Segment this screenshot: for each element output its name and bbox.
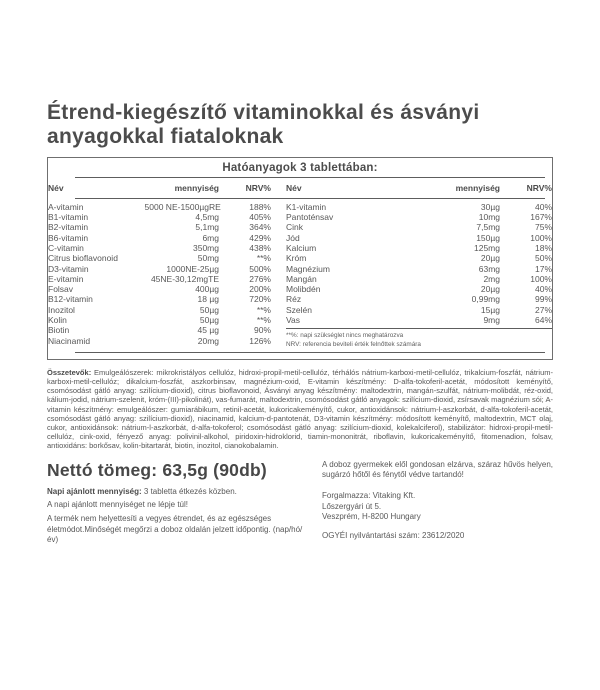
nutrient-nrv: 40% (534, 284, 552, 295)
nutrient-nrv: 364% (249, 222, 271, 233)
nutrient-name: Folsav (48, 284, 74, 295)
table-row (48, 336, 271, 346)
table-body (48, 199, 552, 349)
table-row (286, 233, 552, 243)
nutrient-nrv: 18% (534, 242, 552, 253)
title-line-2: anyagokkal fiataloknak (47, 124, 284, 148)
nutrient-name: B1-vitamin (48, 212, 89, 223)
nutrient-amount: 15µg (480, 304, 500, 315)
ingredients-label: Összetevők: (47, 367, 92, 377)
column-header-name: Név (286, 183, 302, 194)
dose-warning: A napi ajánlott mennyiséget ne lépje túl! (47, 500, 188, 510)
daily-dose-text: 3 tabletta étkezés közben. (141, 486, 237, 496)
nutrient-amount: 1000NE-25µg (166, 263, 219, 274)
nutrient-nrv: **% (256, 315, 271, 325)
nutrient-amount: 20mg (197, 335, 219, 346)
nutrient-name: Biotin (48, 325, 70, 336)
bottom-column-gap (309, 460, 322, 546)
nutrient-amount: 150µg (476, 232, 500, 243)
diet-note: A termék nem helyettesíti a vegyes étrendet, és az egészséges életmódot.Minőségét megőrzi a doboz oldalán jelzett időpontig. (nap/hó/év) (47, 514, 303, 545)
nutrient-amount: 350mg (193, 242, 219, 253)
nutrient-name: K1-vitamin (286, 201, 327, 212)
nutrient-nrv: 500% (249, 263, 271, 274)
nutrient-name: Inozitol (48, 304, 75, 315)
column-header-amount: mennyiség (455, 183, 500, 194)
column-header-name: Név (48, 183, 64, 194)
table-row (286, 243, 552, 253)
nutrient-amount: 63mg (478, 263, 500, 274)
footnote-daily-need: **%: napi szükséglet nincs meghatározva (286, 332, 404, 340)
nutrient-nrv: 75% (534, 222, 552, 233)
table-footnotes (286, 328, 552, 348)
nutrient-nrv: 64% (534, 315, 552, 325)
nutrient-nrv: 167% (530, 212, 552, 223)
table-row (48, 253, 271, 263)
table-row (286, 212, 552, 222)
nutrient-amount: 400µg (195, 284, 219, 295)
table-row (48, 325, 271, 335)
left-column-rows (48, 202, 271, 349)
nutrient-name: Molibdén (286, 284, 321, 295)
table-row (286, 202, 552, 212)
bottom-left-column (47, 460, 309, 546)
table-row (48, 294, 271, 304)
left-header (48, 183, 271, 193)
nutrient-name: Jód (286, 232, 300, 243)
right-header (286, 183, 552, 193)
distributor-name: Forgalmazza: Vitaking Kft. (322, 491, 416, 501)
column-header-amount: mennyiség (174, 183, 219, 194)
distributor-street: Lőszergyári út 5. (322, 501, 382, 511)
storage-instructions: A doboz gyermekek elől gondosan elzárva, száraz hűvös helyen, sugárzó hőtől és fénytől védve tartandó! (322, 459, 553, 480)
nutrient-name: B12-vitamin (48, 294, 93, 305)
nutrient-name: Kolin (48, 315, 67, 325)
footnote-nrv: NRV: referencia beviteli érték felnőttek számára (286, 340, 421, 348)
bottom-section (47, 460, 553, 546)
nutrient-amount: 5000 NE-1500µgRE (144, 201, 221, 212)
table-row (286, 274, 552, 284)
table-title: Hatóanyagok 3 tablettában: (222, 162, 378, 175)
table-row (48, 284, 271, 294)
nutrient-name: A-vitamin (48, 201, 84, 212)
net-weight-heading: Nettó tömeg: 63,5g (90db) (47, 459, 267, 480)
title-line-1: Étrend-kiegészítő vitaminokkal és ásványi (47, 101, 480, 124)
right-column (286, 202, 552, 349)
table-row (286, 284, 552, 294)
registration-number: OGYÉI nyilvántartási szám: 23612/2020 (322, 530, 465, 540)
column-header-nrv: NRV% (526, 183, 552, 194)
table-row (48, 274, 271, 284)
table-row (48, 243, 271, 253)
nutrient-name: Citrus bioflavonoid (48, 253, 118, 264)
nutrient-amount: 6mg (202, 232, 219, 243)
table-row (286, 222, 552, 232)
distributor-block (322, 491, 553, 522)
table-row (286, 264, 552, 274)
table-row (286, 315, 552, 325)
nutrient-amount: 45 µg (197, 325, 219, 336)
column-header-nrv: NRV% (245, 183, 271, 194)
distributor-city: Veszprém, H-8200 Hungary (322, 512, 421, 522)
table-row (48, 212, 271, 222)
nutrient-amount: 4,5mg (195, 212, 219, 223)
nutrient-nrv: 90% (253, 325, 271, 336)
divider (75, 352, 545, 359)
nutrient-amount: 45NE-30,12mgTE (150, 273, 219, 284)
right-column-rows (286, 202, 552, 326)
nutrient-nrv: 40% (534, 201, 552, 212)
ingredients-paragraph (47, 368, 553, 451)
ingredients-text: Emulgeálószerek: mikrokristályos cellulóz, hidroxi-propil-metil-cellulóz, térhálós nátrium-karboxi-metil-cellulóz, trikalcium-foszfát, nátrium-karboxi-metil-cellulóz; dikalcium-foszfát, aszkorbinsav, magnézium-oxid, E-vitamin készítmény: D-alfa-tokoferil-acetát, módosított keményítő, csomósodást gátló anyag: szilícium-dioxid), citrus bioflavonoid, Ásványi anyag készítmény: maltodextrin, mangán-szulfát, nátrium-molibdát, réz-oxid, kálium-jodid, nátrium-szelenit, króm-(III)-pikolinát), vas-fumarát, maltodextrin, csomósodást gátló anyagok: szilícium-dioxid, zsírsavak magnézium sói; A-vitamin készítmény: emulgeálószer: gumiarábikum, retinil-acetát, kukoricakeményítő, cukor, antioxidánsok: nátrium-l-aszkorbát, d-alfa-tokoferil-acetát, csomósodást gátló anyag: szilícium-dioxid), niacinamid, kalcium-d-pantotenát, D3-vitamin készítmény: módosított keményítő, maltodextrin, MCT olaj, cukor, antioxidánsok: nátrium-l-aszkorbát, d-alfa-tokoferol; csomósodást gátló anyag: szilícium-dioxid, kolekalciferol), stabilizátor: hidroxi-propil-metil-cellulóz, cink-oxid, fényező anyag: polivinil-alkohol, piridoxin-hidroklorid, tiamin-mononitrát, riboflavin, kukoricakeményítő, fitomenadion, folsav, antioxidáns: borkősav, kolin-bitartarát, biotin, inozitol, cianokobalamin. (47, 367, 553, 451)
nutrient-name: Niacinamid (48, 335, 91, 346)
nutrient-amount: 18 µg (197, 294, 219, 305)
nutrient-nrv: 27% (534, 304, 552, 315)
nutrient-name: Vas (286, 315, 301, 325)
nutrient-name: Króm (286, 253, 307, 264)
nutrient-amount: 0,99mg (471, 294, 500, 305)
column-gap (271, 183, 286, 193)
nutrient-name: Pantoténsav (286, 212, 334, 223)
table-row (286, 294, 552, 304)
table-row (48, 264, 271, 274)
nutrient-nrv: 276% (249, 273, 271, 284)
nutrient-amount: 10mg (478, 212, 500, 223)
nutrient-amount: 20µg (480, 284, 500, 295)
nutrient-name: E-vitamin (48, 273, 84, 284)
table-row (48, 233, 271, 243)
table-column-headers (48, 178, 552, 197)
nutrient-amount: 125mg (474, 242, 500, 253)
nutrient-amount: 30µg (480, 201, 500, 212)
nutrient-name: C-vitamin (48, 242, 84, 253)
nutrient-name: Kalcium (286, 242, 317, 253)
nutrient-name: Réz (286, 294, 302, 305)
nutrient-amount: 50µg (199, 304, 219, 315)
bottom-right-column (322, 460, 553, 546)
nutrient-amount: 7,5mg (476, 222, 500, 233)
table-row (48, 222, 271, 232)
nutrient-nrv: 438% (249, 242, 271, 253)
nutrient-amount: 50µg (199, 315, 219, 325)
active-ingredients-table (47, 157, 553, 359)
nutrient-nrv: 17% (534, 263, 552, 274)
nutrient-nrv: **% (256, 253, 271, 264)
nutrient-name: B6-vitamin (48, 232, 89, 243)
nutrient-nrv: 429% (249, 232, 271, 243)
daily-dose-line (47, 487, 309, 497)
nutrient-amount: 9mg (483, 315, 500, 325)
table-row (48, 202, 271, 212)
nutrient-name: Cink (286, 222, 304, 233)
nutrient-name: Szelén (286, 304, 312, 315)
nutrient-name: Mangán (286, 273, 317, 284)
table-row (286, 305, 552, 315)
nutrient-nrv: 200% (249, 284, 271, 295)
nutrient-nrv: 50% (534, 253, 552, 264)
nutrient-amount: 5,1mg (195, 222, 219, 233)
nutrient-amount: 2mg (483, 273, 500, 284)
nutrient-nrv: 405% (249, 212, 271, 223)
nutrient-name: B2-vitamin (48, 222, 89, 233)
column-gap (271, 202, 286, 349)
nutrient-nrv: **% (256, 304, 271, 315)
nutrient-nrv: 126% (249, 335, 271, 346)
table-row (48, 315, 271, 325)
table-row (48, 305, 271, 315)
daily-dose-label: Napi ajánlott mennyiség: (47, 486, 142, 496)
nutrient-nrv: 99% (534, 294, 552, 305)
nutrient-nrv: 100% (530, 273, 552, 284)
nutrient-amount: 50mg (197, 253, 219, 264)
nutrient-nrv: 188% (249, 201, 271, 212)
nutrient-name: Magnézium (286, 263, 330, 274)
nutrient-amount: 20µg (480, 253, 500, 264)
nutrient-name: D3-vitamin (48, 263, 89, 274)
nutrient-nrv: 100% (530, 232, 552, 243)
nutrient-nrv: 720% (249, 294, 271, 305)
table-row (286, 253, 552, 263)
page-title (47, 101, 553, 148)
